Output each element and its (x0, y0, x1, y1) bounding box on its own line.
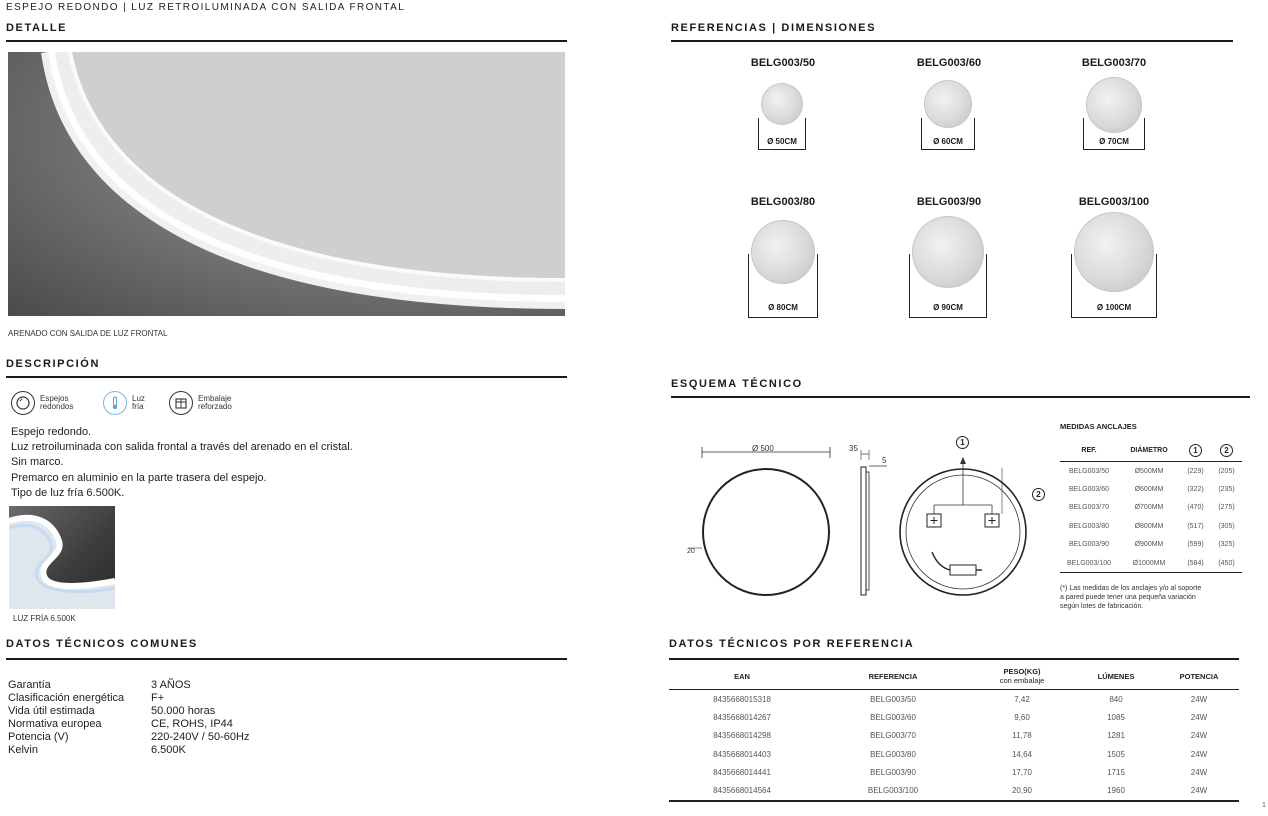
dimension-label: Ø 60CM (933, 137, 963, 146)
table-row (669, 745, 1239, 764)
cell-diam: Ø900MM (1134, 541, 1164, 549)
ref-title: BELG003/70 (1081, 57, 1147, 69)
description-line: Sin marco. (11, 456, 64, 469)
feature-label: Luz (132, 394, 145, 403)
cell-diam: Ø800MM (1134, 522, 1164, 530)
detail-photo (8, 52, 565, 316)
cell-ref: BELG003/70 (1068, 504, 1110, 512)
cell-diam: Ø500MM (1134, 467, 1164, 475)
cell-ref: BELG003/100 (1067, 559, 1111, 567)
table-row (8, 679, 249, 692)
cell-peso: 9,60 (1014, 712, 1030, 722)
technical-drawing (680, 430, 1050, 605)
table-row (1060, 536, 1242, 555)
cell-potencia: 24W (1190, 712, 1208, 722)
table-row (1060, 480, 1242, 499)
mirror-edge-illustration (8, 52, 565, 316)
detail-caption: ARENADO CON SALIDA DE LUZ FRONTAL (8, 329, 168, 338)
feature-label: reforzado (198, 402, 232, 411)
cell-c1: (470) (1187, 504, 1204, 512)
ref-title: BELG003/50 (750, 57, 816, 69)
col-peso (971, 667, 1073, 690)
spec-value: CE, ROHS, IP44 (151, 718, 233, 730)
description-line: Premarco en aluminio en la parte trasera del espejo. (11, 471, 267, 484)
cell-lumenes: 1960 (1107, 786, 1125, 796)
dimension-depth-label: 35 (849, 444, 858, 453)
anclajes-table (1060, 444, 1242, 573)
cell-c2: (205) (1218, 467, 1235, 475)
package-icon (169, 391, 193, 415)
page-number: 1 (1262, 802, 1266, 809)
feature-label: Embalaje (198, 394, 232, 403)
description-line: Espejo redondo. (11, 426, 92, 438)
cell-ref: BELG003/70 (870, 731, 916, 741)
note-line: a pared puede tener una pequeña variación (1060, 594, 1196, 601)
table-row (8, 705, 249, 718)
col-referencia: REFERENCIA (868, 671, 918, 681)
table-header-row (1060, 444, 1242, 462)
cell-c2: (450) (1218, 559, 1235, 567)
dimension-label: Ø 50CM (767, 137, 797, 146)
col-1: 1 (1189, 444, 1202, 457)
feature-cold-light (103, 391, 145, 415)
table-header-row (669, 667, 1239, 690)
table-row (8, 718, 249, 731)
spec-value: 3 AÑOS (151, 679, 191, 691)
cell-ean: 8435668014403 (713, 749, 771, 759)
description-line: Luz retroiluminada con salida frontal a través del arenado en el cristal. (11, 441, 353, 454)
col-peso-line1: PESO(KG) (1003, 667, 1041, 676)
thermometer-icon (103, 391, 127, 415)
section-rule (669, 658, 1239, 660)
cell-peso: 17,70 (1011, 768, 1033, 778)
spec-label: Garantía (8, 679, 51, 691)
spec-value: 50.000 horas (151, 705, 216, 717)
cell-potencia: 24W (1190, 768, 1208, 778)
table-row (1060, 554, 1242, 573)
callout-2: 2 (1032, 488, 1045, 501)
cell-ean: 8435668014441 (713, 768, 771, 778)
section-rule (6, 40, 567, 42)
spec-label: Potencia (V) (8, 731, 69, 743)
cell-ean: 8435668014267 (713, 712, 771, 722)
section-rule (671, 40, 1233, 42)
col-peso-line2: con embalaje (999, 676, 1045, 685)
ref-title: BELG003/80 (750, 196, 816, 208)
dimension-label: Ø 90CM (933, 303, 963, 312)
cell-peso: 11,78 (1012, 731, 1032, 741)
section-title-datos-referencia: DATOS TÉCNICOS POR REFERENCIA (669, 638, 915, 650)
cell-ref: BELG003/60 (870, 712, 916, 722)
cell-potencia: 24W (1190, 749, 1208, 759)
table-row (669, 727, 1239, 746)
round-mirror-icon (11, 391, 35, 415)
section-title-datos-comunes: DATOS TÉCNICOS COMUNES (6, 638, 198, 650)
spec-value: F+ (151, 692, 165, 704)
col-lumenes: LÚMENES (1097, 671, 1135, 681)
cell-lumenes: 1085 (1107, 712, 1125, 722)
cell-diam: Ø600MM (1134, 485, 1164, 493)
cell-ref: BELG003/50 (870, 694, 916, 704)
description-text (11, 425, 353, 501)
cell-ean: 8435668014298 (713, 731, 771, 741)
feature-packaging (169, 391, 232, 415)
table-row (669, 764, 1239, 783)
section-rule (6, 376, 567, 378)
anclajes-title: MEDIDAS ANCLAJES (1060, 422, 1137, 431)
dimension-glass-label: 5 (882, 456, 887, 465)
cell-lumenes: 1715 (1107, 768, 1125, 778)
dimension-label: Ø 70CM (1099, 137, 1129, 146)
section-rule (671, 396, 1250, 398)
ref-title: BELG003/100 (1078, 196, 1150, 208)
cell-c1: (599) (1187, 541, 1204, 549)
section-title-descripcion: DESCRIPCIÓN (6, 358, 100, 370)
feature-label: fría (132, 402, 144, 411)
common-specs-table (8, 679, 249, 757)
table-row (1060, 462, 1242, 481)
spec-label: Vida útil estimada (8, 705, 95, 717)
reference-specs-table (669, 667, 1239, 802)
cell-ean: 8435668015318 (713, 694, 771, 704)
cell-potencia: 24W (1190, 731, 1208, 741)
cell-ref: BELG003/90 (870, 768, 916, 778)
col-ref: REF. (1081, 447, 1097, 454)
cell-potencia: 24W (1190, 694, 1208, 704)
page-header-title: ESPEJO REDONDO | LUZ RETROILUMINADA CON SALIDA FRONTAL (6, 2, 406, 13)
note-line: según lotes de fabricación. (1060, 603, 1144, 610)
dimension-side-label: 20 (687, 548, 695, 555)
cell-c2: (275) (1218, 504, 1235, 512)
ref-title: BELG003/60 (916, 57, 982, 69)
description-line: Tipo de luz fría 6.500K. (11, 486, 125, 499)
cell-ref: BELG003/90 (1068, 541, 1110, 549)
table-row (1060, 517, 1242, 536)
spec-label: Kelvin (8, 744, 38, 756)
cell-ref: BELG003/60 (1068, 485, 1110, 493)
cell-diam: Ø1000MM (1132, 559, 1166, 567)
cell-lumenes: 840 (1109, 694, 1123, 704)
cell-c2: (325) (1218, 541, 1235, 549)
col-potencia: POTENCIA (1179, 671, 1219, 681)
col-ean: EAN (734, 671, 750, 681)
spec-value: 220-240V / 50-60Hz (151, 731, 250, 743)
cell-peso: 20,90 (1011, 786, 1033, 796)
cell-c2: (305) (1218, 522, 1235, 530)
ref-title: BELG003/90 (916, 196, 982, 208)
table-row (669, 782, 1239, 801)
cell-lumenes: 1505 (1107, 749, 1125, 759)
table-row (669, 690, 1239, 709)
cell-ref: BELG003/50 (1068, 467, 1110, 475)
col-2: 2 (1220, 444, 1233, 457)
table-row (8, 744, 249, 757)
spec-label: Normativa europea (8, 718, 102, 730)
section-title-referencias: REFERENCIAS | DIMENSIONES (671, 22, 877, 34)
cell-ref: BELG003/100 (867, 786, 919, 796)
dimension-diameter-label: Ø 500 (752, 444, 774, 453)
cell-c2: (235) (1218, 485, 1235, 493)
anclajes-note (1060, 584, 1201, 611)
feature-label: redondos (40, 402, 74, 411)
table-row (669, 708, 1239, 727)
cell-peso: 14,64 (1011, 749, 1033, 759)
dimension-label: Ø 100CM (1096, 303, 1132, 312)
cell-potencia: 24W (1190, 786, 1208, 796)
cell-c1: (584) (1187, 559, 1204, 567)
feature-label: Espejos (40, 394, 69, 403)
section-title-esquema: ESQUEMA TÉCNICO (671, 378, 803, 390)
table-row (1060, 499, 1242, 518)
cold-light-caption: LUZ FRÍA 6.500K (13, 614, 76, 623)
table-row (8, 731, 249, 744)
cell-c1: (322) (1187, 485, 1204, 493)
cell-c1: (517) (1187, 522, 1204, 530)
cold-light-photo (9, 506, 115, 609)
cell-peso: 7,42 (1014, 694, 1030, 704)
cell-ean: 8435668014564 (713, 786, 771, 796)
feature-round-mirror (11, 391, 73, 415)
cell-c1: (229) (1187, 467, 1204, 475)
cell-ref: BELG003/80 (1068, 522, 1110, 530)
dimension-label: Ø 80CM (768, 303, 798, 312)
cell-ref: BELG003/80 (870, 749, 916, 759)
callout-1: 1 (956, 436, 969, 449)
section-rule (6, 658, 567, 660)
section-title-detalle: DETALLE (6, 22, 68, 34)
spec-value: 6.500K (151, 744, 186, 756)
table-row (8, 692, 249, 705)
cell-diam: Ø700MM (1134, 504, 1164, 512)
note-line: (*) Las medidas de los anclajes y/o al soporte (1060, 585, 1202, 592)
cell-lumenes: 1281 (1107, 731, 1125, 741)
spec-label: Clasificación energética (8, 692, 125, 704)
col-diametro: DIÁMETRO (1130, 447, 1168, 454)
